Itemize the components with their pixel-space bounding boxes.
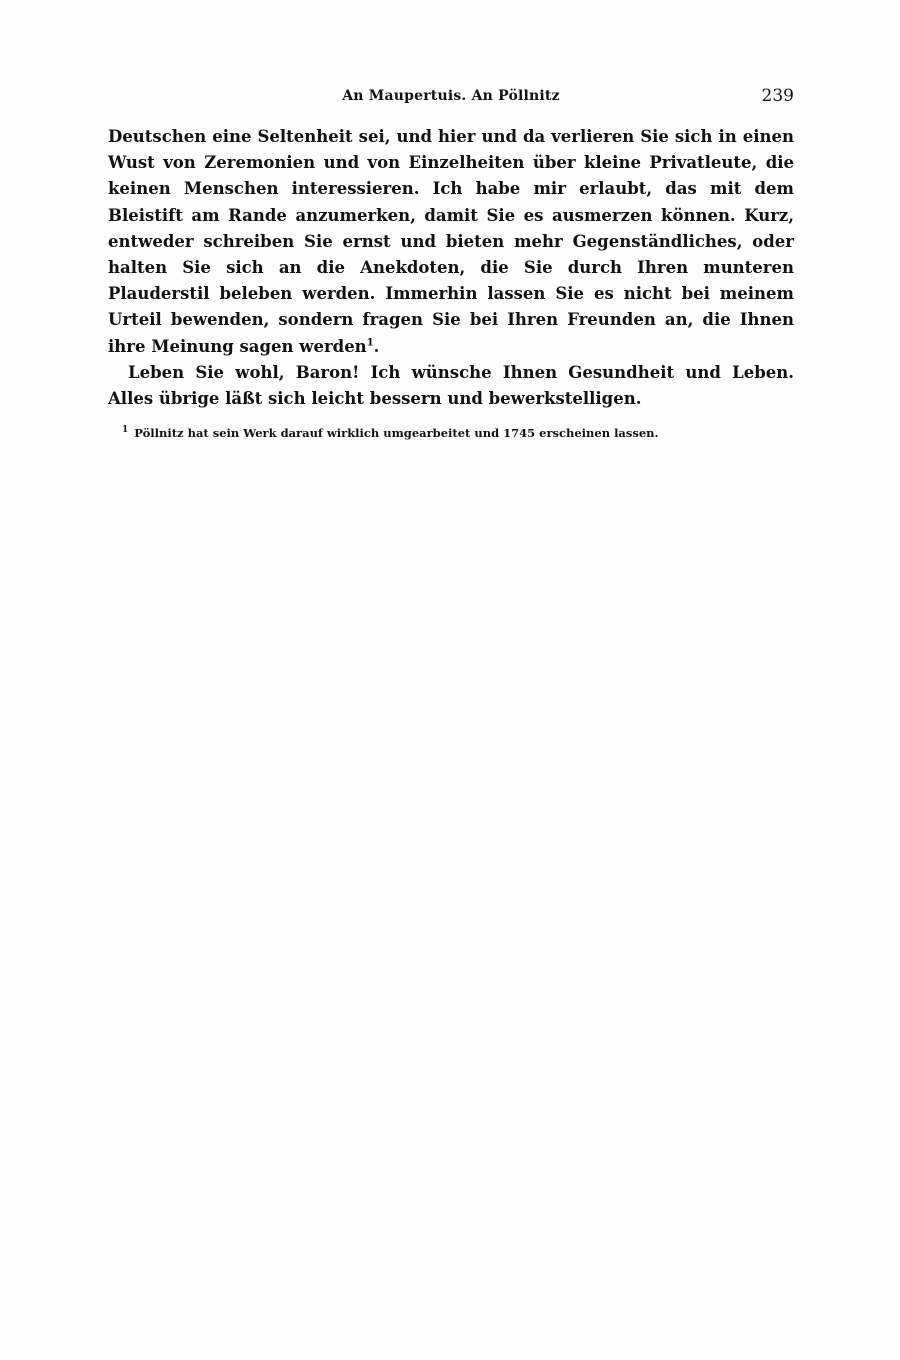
footnote <box>122 424 794 442</box>
paragraph-continuation <box>108 124 794 360</box>
footnote-text: Pöllnitz hat sein Werk darauf wirklich umgearbeitet und 1745 erscheinen lassen. <box>134 426 659 440</box>
footnote-reference: 1 <box>366 337 374 349</box>
footnote-marker: 1 <box>122 425 129 436</box>
paragraph-1-end: . <box>373 336 380 356</box>
running-head <box>108 84 794 110</box>
paragraph-farewell: Leben Sie wohl, Baron! Ich wünsche Ihnen Gesundheit und Leben. Alles übrige läßt sich leicht bessern und bewerkstelligen. <box>108 362 794 409</box>
paragraph-1-text: Deutschen eine Seltenheit sei, und hier und da verlieren Sie sich in einen Wust von Zeremonien und von Einzelheiten über kleine Privatleute, die keinen Menschen interessieren. Ich habe mir erlaubt, das mit dem Bleistift am Rande anzumerken, damit Sie es ausmerzen können. Kurz, entweder schreiben Sie ernst und bieten mehr Gegenständliches, oder halten Sie sich an die Anekdoten, die Sie durch Ihren munteren Plauderstil beleben werden. Immerhin lassen Sie es nicht bei meinem Urteil bewenden, sondern fragen Sie bei Ihren Freunden an, die Ihnen ihre Meinung sagen werden <box>108 127 794 356</box>
page-number: 239 <box>761 86 794 106</box>
running-title: An Maupertuis. An Pöllnitz <box>342 88 560 104</box>
body-text <box>108 124 794 412</box>
